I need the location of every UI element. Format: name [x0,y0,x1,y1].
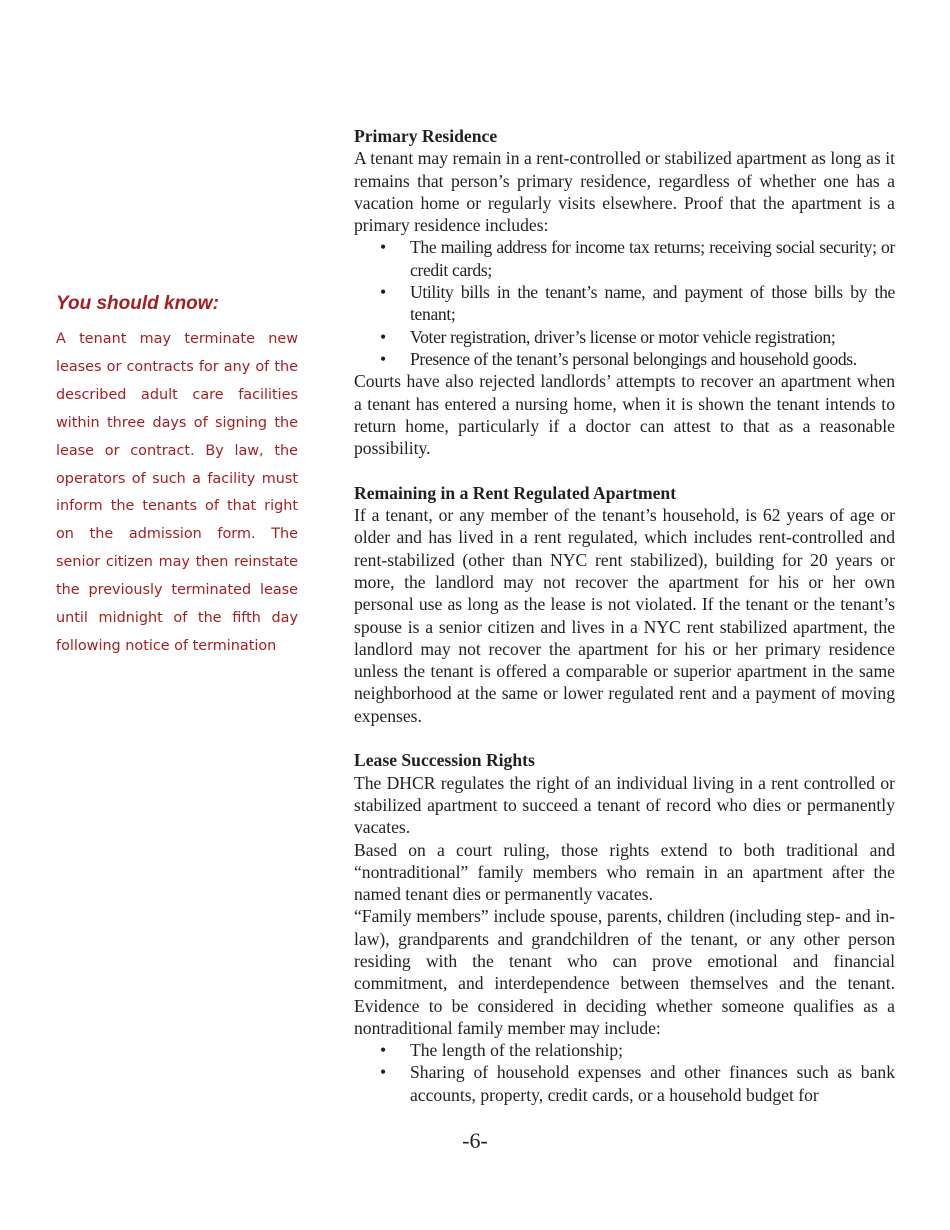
bullet-list [354,1039,895,1106]
page-number: -6- [462,1128,488,1153]
list-item: • Voter registration, driver’s license or motor vehicle registration; [380,326,836,347]
you-should-know-sidebar [56,290,298,661]
paragraph: If a tenant, or any member of the tenant’s household, is 62 years of age or older and has lived in a rent regulated, which includes rent-controlled and rent-stabilized (other than NYC rent stabilized), building for 20 years or more, the landlord may not recover the apartment for his or her own personal use as long as the lease is not violated. If the tenant or the tenant’s spouse is a senior citizen and lives in a NYC rent stabilized apartment, the landlord may not recover the apartment for his or her primary residence unless the tenant is offered a comparable or superior apartment in the same neighborhood at the same or lower regulated rent and a payment of moving expenses. [354,505,895,726]
bullet-icon: • [380,1062,387,1083]
bullet-list [354,236,895,370]
bullet-icon: • [380,326,386,347]
section-heading: Lease Succession Rights [354,750,535,771]
list-item: • The mailing address for income tax returns; receiving social security; or credit cards; [380,237,895,280]
section-heading: Remaining in a Rent Regulated Apartment [354,482,677,503]
sidebar-title: You should know: [56,293,219,314]
paragraph: Courts have also rejected landlords’ attempts to recover an apartment when a tenant has entered a nursing home, when it is shown the tenant intends to return home, particularly if a doctor can attest to that as a reasonable possibility. [354,371,895,459]
paragraph: A tenant may remain in a rent-controlled or stabilized apartment as long as it remains that person’s primary residence, regardless of whether one has a vacation home or regularly visits elsewhere. Proof that the apartment is a primary residence includes: [354,148,895,236]
bullet-icon: • [380,237,386,258]
bullet-icon: • [380,1040,387,1061]
paragraph: Based on a court ruling, those rights extend to both traditional and “nontraditional” family members who remain in an apartment after the named tenant dies or permanently vacates. [354,839,895,905]
section-remaining-in-apartment [354,482,895,727]
paragraph: The DHCR regulates the right of an individual living in a rent controlled or stabilized apartment to succeed a tenant of record who dies or permanently vacates. [354,772,895,838]
bullet-icon: • [380,282,386,303]
section-primary-residence [354,125,895,459]
list-item: • The length of the relationship; [380,1040,624,1061]
sidebar-body: A tenant may terminate new leases or contracts for any of the described adult care facilities within three days of signing the lease or contract. By law, the operators of such a facility must inform the tenants of that right on the admission form. The senior citizen may then reinstate the previously terminated lease until midnight of the fifth day following notice of termination [56,331,298,654]
section-heading: Primary Residence [354,126,498,146]
list-item: • Presence of the tenant’s personal belongings and household goods. [380,348,857,369]
bullet-icon: • [380,348,386,369]
main-content [354,125,895,1106]
paragraph: “Family members” include spouse, parents, children (including step- and in-law), grandparents and grandchildren of the tenant, or any other person residing with the tenant who can prove emotional and financial commitment, and interdependence between themselves and the tenant. Evidence to be considered in deciding whether someone qualifies as a nontraditional family member may include: [354,906,895,1038]
list-item: • Utility bills in the tenant’s name, and payment of those bills by the tenant; [380,282,895,325]
section-lease-succession [354,749,895,1106]
list-item: • Sharing of household expenses and other finances such as bank accounts, property, credit cards, or a household budget for [380,1062,895,1105]
